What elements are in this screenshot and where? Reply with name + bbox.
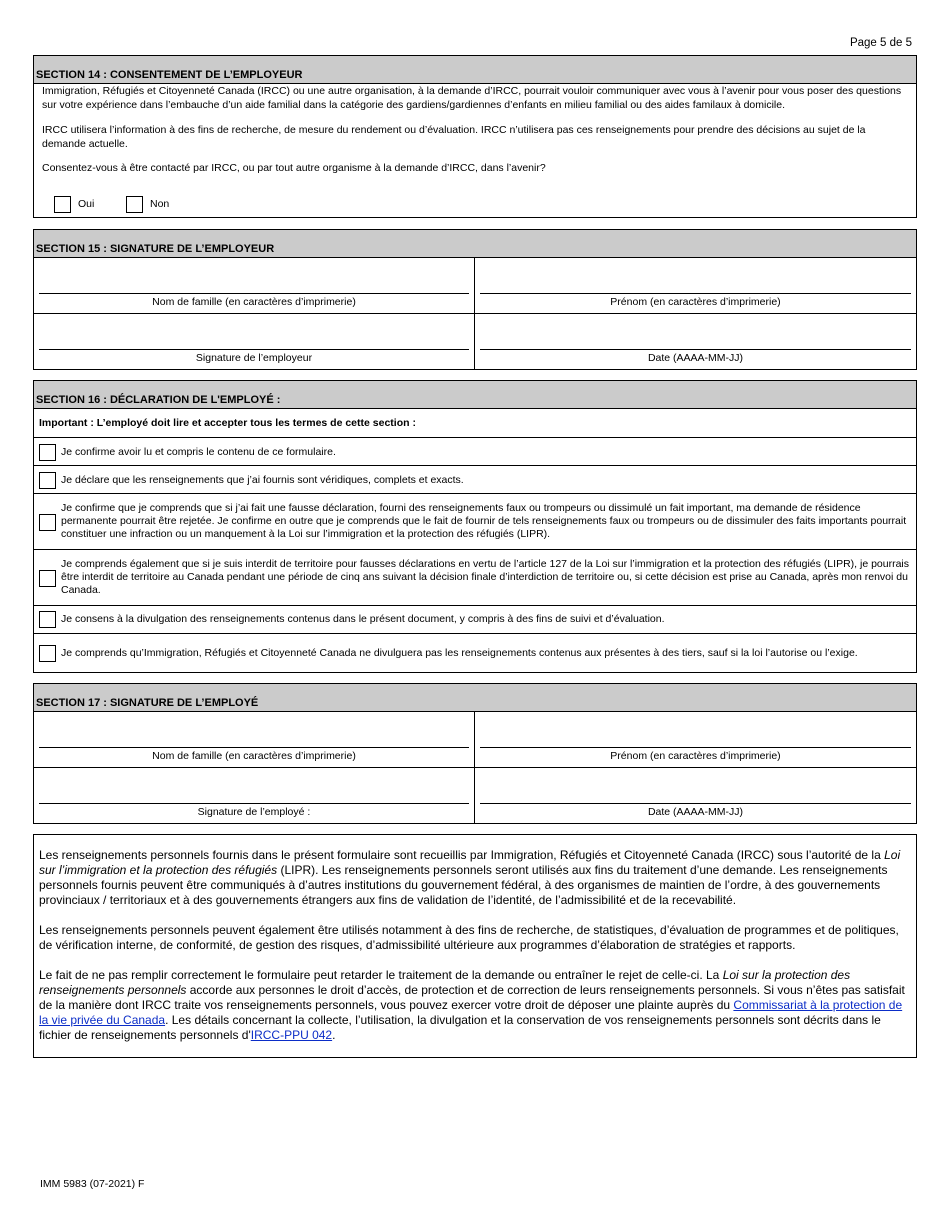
section-14-paragraph-1: Immigration, Réfugiés et Citoyenneté Canada (IRCC) ou une autre organisation, à la demande d’IRCC, pourrait vouloir communiquer avec vous à l’avenir pour vous poser des questions sur votre expérience dans l’embauche d’un aide familial dans la catégorie des gardiens/gardiennes d’enfants en milieu familial ou des aides familaux à domicile. <box>42 85 902 111</box>
privacy-p3-text-c: . Les détails concernant la collecte, l’utilisation, la divulgation et la conservation de vos renseignements personnels sont décrits dans le fichier de renseignements personnels d' <box>39 1013 881 1042</box>
section-14-question: Consentez-vous à être contacté par IRCC, ou par tout autre organisme à la demande d’IRCC, dans l’avenir? <box>42 162 546 174</box>
employee-first-name-field[interactable] <box>475 712 916 767</box>
section-14-paragraph-2: IRCC utilisera l’information à des fins de recherche, de mesure du rendement ou d’évaluation. IRCC n’utilisera pas ces renseignements pour prendre des décisions au sujet de la demande actuelle. <box>42 124 866 150</box>
employer-last-name-line <box>39 293 469 294</box>
form-code: IMM 5983 (07-2021) F <box>40 1178 145 1190</box>
employer-signature-label: Signature de l’employeur <box>195 352 313 364</box>
consent-yes-label: Oui <box>78 198 95 210</box>
section-16-title: SECTION 16 : DÉCLARATION DE L'EMPLOYÉ : <box>34 381 916 409</box>
employer-signature-row <box>34 314 916 370</box>
section-15-employer-signature <box>33 229 917 370</box>
section-17-title: SECTION 17 : SIGNATURE DE L’EMPLOYÉ <box>34 684 916 712</box>
declaration-item <box>34 550 916 606</box>
ircc-ppu-042-link[interactable]: IRCC-PPU 042 <box>250 1028 333 1042</box>
employer-first-name-field[interactable] <box>475 258 916 313</box>
declaration-text-2: Je déclare que les renseignements que j’ai fournis sont véridiques, complets et exacts. <box>61 474 464 486</box>
privacy-p1-text-a: Les renseignements personnels fournis dans le présent formulaire sont recueillis par Immigration, Réfugiés et Citoyenneté Canada (IRCC) sous l’autorité de la <box>39 848 885 862</box>
page-number: Page 5 de 5 <box>849 37 912 49</box>
privacy-commissioner-link[interactable]: Commissariat à la protection de la vie privée du Canada <box>39 998 903 1027</box>
employee-date-field[interactable] <box>475 768 916 824</box>
declaration-checkbox-1[interactable] <box>39 444 56 461</box>
employer-date-line <box>480 349 911 350</box>
employee-last-name-label: Nom de famille (en caractères d’imprimerie) <box>152 750 356 762</box>
privacy-notice <box>33 834 917 1058</box>
declaration-item <box>34 438 916 466</box>
consent-no-checkbox[interactable] <box>126 196 143 213</box>
employee-signature-field[interactable] <box>34 768 475 824</box>
privacy-p3-law-title: Loi sur la protection des renseignements personnels <box>39 968 851 997</box>
employee-last-name-field[interactable] <box>34 712 475 767</box>
employer-date-label: Date (AAAA-MM-JJ) <box>647 352 744 364</box>
employer-last-name-field[interactable] <box>34 258 475 313</box>
declaration-item <box>34 606 916 634</box>
declaration-text-3: Je confirme que je comprends que si j’ai fait une fausse déclaration, fourni des renseignements faux ou trompeurs ou dissimulé un fait important, ma demande de résidence permanente pourrait être rejetée. Je confirme en outre que je comprends que le fait de fournir de tels renseignements faux ou trompeurs ou de dissimuler des faits importants pourrait constituer une infraction ou un manquement à la Loi sur l’immigration et la protection des réfugiés (LIPR). <box>61 502 907 540</box>
declaration-item <box>34 466 916 494</box>
privacy-p3-text-d: . <box>332 1028 336 1042</box>
employee-date-line <box>480 803 911 804</box>
privacy-paragraph-3 <box>39 968 911 1043</box>
privacy-p1-law-title: Loi sur l’immigration et la protection des réfugiés <box>39 848 901 877</box>
section-17-employee-signature <box>33 683 917 824</box>
declaration-text-6: Je comprends qu’Immigration, Réfugiés et Citoyenneté Canada ne divulguera pas les renseignements contenus aux présentes à des tiers, sauf si la loi l’autorise ou l’exige. <box>61 647 858 659</box>
privacy-p3-text-b: accorde aux personnes le droit d’accès, de protection et de correction de leurs renseignements personnels. Si vous n’êtes pas satisfait de la manière dont IRCC traite vos renseignements personnels, vous pouvez exercer votre droit de déposer une plainte auprès du <box>39 983 905 1012</box>
consent-no-label: Non <box>150 198 170 210</box>
privacy-p3-text-a: Le fait de ne pas remplir correctement le formulaire peut retarder le traitement de la demande ou entraîner le rejet de celle-ci. La <box>39 968 723 982</box>
declaration-checkbox-5[interactable] <box>39 611 56 628</box>
employer-first-name-label: Prénom (en caractères d’imprimerie) <box>610 296 781 308</box>
declaration-checkbox-4[interactable] <box>39 570 56 587</box>
employee-last-name-line <box>39 747 469 748</box>
employee-first-name-label: Prénom (en caractères d’imprimerie) <box>610 750 781 762</box>
declaration-item <box>34 494 916 550</box>
declaration-important-row <box>34 409 916 438</box>
section-15-title: SECTION 15 : SIGNATURE DE L’EMPLOYEUR <box>34 230 916 258</box>
employer-last-name-label: Nom de famille (en caractères d’imprimerie) <box>152 296 356 308</box>
declaration-checkbox-6[interactable] <box>39 645 56 662</box>
employee-signature-line <box>39 803 469 804</box>
employer-date-field[interactable] <box>475 314 916 370</box>
declaration-checkbox-2[interactable] <box>39 472 56 489</box>
employer-signature-line <box>39 349 469 350</box>
employee-name-row <box>34 712 916 768</box>
employee-date-label: Date (AAAA-MM-JJ) <box>647 806 744 818</box>
declaration-text-4: Je comprends également que si je suis interdit de territoire pour fausses déclarations en vertu de l’article 127 de la Loi sur l’immigration et la protection des réfugiés (LIPR), je pourrais être interdit de territoire au Canada pendant une période de cinq ans suivant la décision finale d’interdiction de territoire ou, si cette décision est prise au Canada, après mon renvoi du Canada. <box>61 558 910 596</box>
section-14-consent <box>33 55 917 218</box>
employer-name-row <box>34 258 916 314</box>
employer-first-name-line <box>480 293 911 294</box>
declaration-text-5: Je consens à la divulgation des renseignements contenus dans le présent document, y compris à des fins de suivi et d’évaluation. <box>61 613 665 625</box>
privacy-paragraph-1 <box>39 848 911 908</box>
privacy-p1-text-b: (LIPR). Les renseignements personnels seront utilisés aux fins du traitement d’une demande. Les renseignements personnels fournis peuvent être communiqués à d’autres institutions du gouvernement fédéral, à des organismes de maintien de l’ordre, à des gouvernements provinciaux / territoriaux et à des gouvernements étrangers aux fins de validation de l’identité, de l’admissibilité et de la recevabilité. <box>39 863 888 907</box>
declaration-item <box>34 634 916 672</box>
declaration-important-text: Important : L’employé doit lire et accepter tous les termes de cette section : <box>39 417 416 429</box>
section-14-title: SECTION 14 : CONSENTEMENT DE L’EMPLOYEUR <box>34 56 916 84</box>
employee-first-name-line <box>480 747 911 748</box>
section-16-employee-declaration <box>33 380 917 673</box>
employee-signature-row <box>34 768 916 824</box>
privacy-paragraph-2: Les renseignements personnels peuvent également être utilisés notamment à des fins de recherche, de statistiques, d’évaluation de programmes et de politiques, de vérification interne, de conformité, de gestion des risques, d’admissibilité ultérieure aux programmes d’élaboration de stratégies et rapports. <box>39 923 899 952</box>
employee-signature-label: Signature de l’employé : <box>197 806 311 818</box>
declaration-checkbox-3[interactable] <box>39 514 56 531</box>
declaration-text-1: Je confirme avoir lu et compris le contenu de ce formulaire. <box>61 446 336 458</box>
consent-yes-checkbox[interactable] <box>54 196 71 213</box>
employer-signature-field[interactable] <box>34 314 475 370</box>
